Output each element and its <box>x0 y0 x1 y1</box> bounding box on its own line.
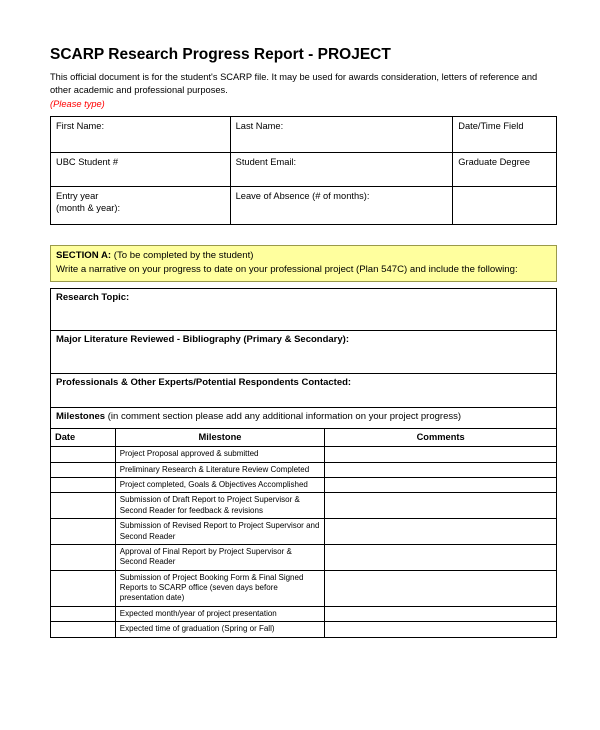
date-cell[interactable] <box>51 544 116 570</box>
date-time-field[interactable] <box>453 117 557 153</box>
date-cell[interactable] <box>51 493 116 519</box>
info-row-3 <box>51 187 557 225</box>
comments-cell[interactable] <box>325 447 557 462</box>
milestone-cell: Approval of Final Report by Project Supervisor & Second Reader <box>115 544 324 570</box>
page-title: SCARP Research Progress Report - PROJECT <box>50 46 391 63</box>
milestones-label: Milestones <box>56 411 106 423</box>
section-a-instruction: Write a narrative on your progress to date on your professional project (Plan 547C) and include the following: <box>56 264 518 276</box>
ubc-student-number-field[interactable] <box>51 153 231 187</box>
milestone-cell: Submission of Draft Report to Project Supervisor & Second Reader for feedback & revisions <box>115 493 324 519</box>
table-row <box>51 462 557 477</box>
comments-column-header: Comments <box>325 429 557 447</box>
literature-reviewed-label: Major Literature Reviewed - Bibliography (Primary & Secondary): <box>56 334 349 346</box>
milestone-cell: Submission of Project Booking Form & Final Signed Reports to SCARP office (seven days before presentation date) <box>115 570 324 606</box>
date-cell[interactable] <box>51 606 116 621</box>
milestones-heading <box>50 407 557 429</box>
date-cell[interactable] <box>51 519 116 545</box>
table-row <box>51 544 557 570</box>
table-row <box>51 447 557 462</box>
comments-cell[interactable] <box>325 622 557 637</box>
comments-cell[interactable] <box>325 570 557 606</box>
table-row <box>51 519 557 545</box>
student-info-table <box>50 116 557 225</box>
student-email-label: Student Email: <box>235 157 297 168</box>
milestone-cell: Project completed, Goals & Objectives Accomplished <box>115 477 324 492</box>
ubc-student-number-label: UBC Student # <box>56 157 119 168</box>
date-cell[interactable] <box>51 570 116 606</box>
info-row-1 <box>51 117 557 153</box>
document-description: This official document is for the student's SCARP file. It may be used for awards consideration, letters of reference and other academic and professional purposes. <box>50 72 538 96</box>
research-topic-label: Research Topic: <box>56 292 130 304</box>
entry-year-field[interactable] <box>51 187 231 225</box>
section-a-label: SECTION A: <box>56 250 112 262</box>
milestone-cell: Preliminary Research & Literature Review Completed <box>115 462 324 477</box>
last-name-label: Last Name: <box>235 121 284 132</box>
milestone-cell: Submission of Revised Report to Project Supervisor and Second Reader <box>115 519 324 545</box>
date-cell[interactable] <box>51 622 116 637</box>
leave-of-absence-label: Leave of Absence (# of months): <box>235 191 370 202</box>
date-column-header: Date <box>51 429 116 447</box>
comments-cell[interactable] <box>325 519 557 545</box>
leave-of-absence-field[interactable] <box>230 187 453 225</box>
milestone-column-header: Milestone <box>115 429 324 447</box>
comments-cell[interactable] <box>325 477 557 492</box>
entry-year-label-line2: (month & year): <box>56 203 121 214</box>
date-time-label: Date/Time Field <box>458 121 524 132</box>
section-a-label-suffix: (To be completed by the student) <box>111 250 254 262</box>
comments-cell[interactable] <box>325 606 557 621</box>
graduate-degree-field[interactable] <box>453 153 557 187</box>
section-a-heading <box>56 249 551 263</box>
date-cell[interactable] <box>51 447 116 462</box>
professionals-contacted-section[interactable] <box>50 373 557 408</box>
date-cell[interactable] <box>51 477 116 492</box>
milestones-label-suffix: (in comment section please add any additional information on your project progress) <box>105 411 462 423</box>
graduate-degree-label: Graduate Degree <box>458 157 531 168</box>
milestone-cell: Expected time of graduation (Spring or Fall) <box>115 622 324 637</box>
table-row <box>51 493 557 519</box>
comments-cell[interactable] <box>325 493 557 519</box>
table-row <box>51 570 557 606</box>
milestone-cell: Expected month/year of project presentation <box>115 606 324 621</box>
professionals-contacted-label: Professionals & Other Experts/Potential Respondents Contacted: <box>56 377 352 389</box>
research-topic-section[interactable] <box>50 288 557 331</box>
comments-cell[interactable] <box>325 462 557 477</box>
first-name-label: First Name: <box>56 121 105 132</box>
comments-cell[interactable] <box>325 544 557 570</box>
last-name-field[interactable] <box>230 117 453 153</box>
table-row <box>51 606 557 621</box>
milestone-cell: Project Proposal approved & submitted <box>115 447 324 462</box>
milestones-table <box>50 428 557 637</box>
milestones-header-row <box>51 429 557 447</box>
table-row <box>51 477 557 492</box>
literature-reviewed-section[interactable] <box>50 330 557 374</box>
entry-year-label-line1: Entry year <box>56 191 99 202</box>
empty-field[interactable] <box>453 187 557 225</box>
student-email-field[interactable] <box>230 153 453 187</box>
section-a-banner <box>50 245 557 282</box>
first-name-field[interactable] <box>51 117 231 153</box>
please-type-note: (Please type) <box>50 99 105 110</box>
info-row-2 <box>51 153 557 187</box>
table-row <box>51 622 557 637</box>
date-cell[interactable] <box>51 462 116 477</box>
